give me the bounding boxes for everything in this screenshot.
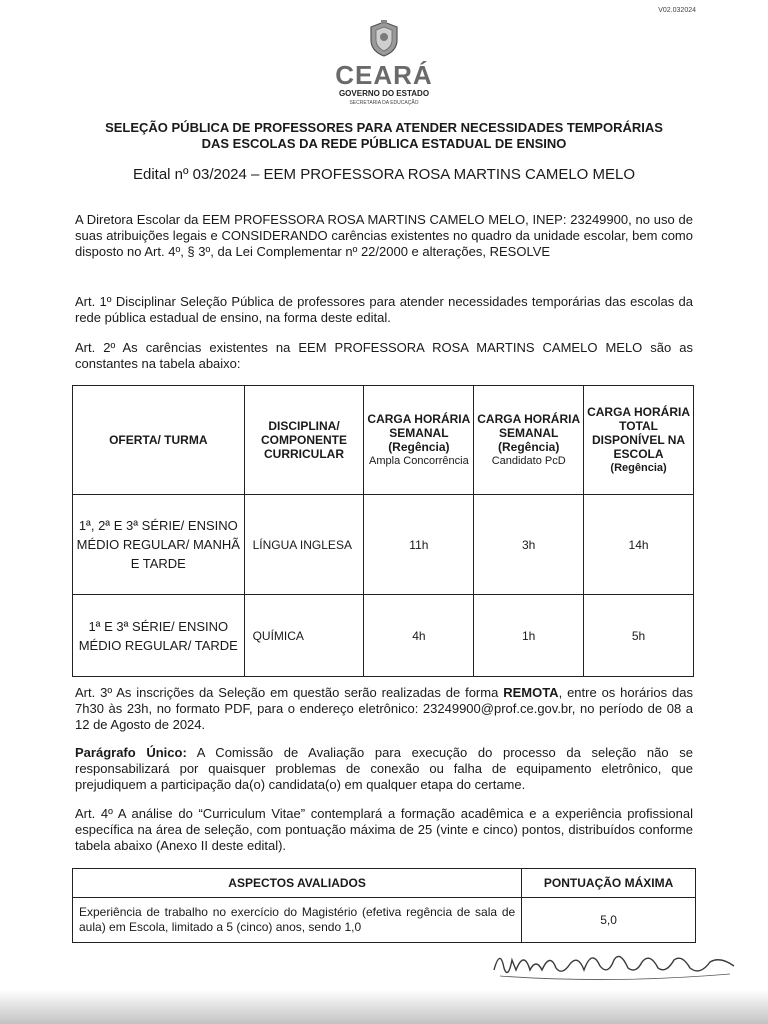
- header-disciplina: DISCIPLINA/ COMPONENTE CURRICULAR: [244, 386, 364, 495]
- row-ampla: 11h: [364, 495, 474, 595]
- article-2: Art. 2º As carências existentes na EEM PROFESSORA ROSA MARTINS CAMELO MELO são as constantes na tabela abaixo:: [75, 340, 693, 371]
- row-ampla: 4h: [364, 595, 474, 677]
- header-aspects: ASPECTOS AVALIADOS: [73, 869, 522, 898]
- header-oferta: OFERTA/ TURMA: [73, 386, 245, 495]
- header-total-sub: (Regência): [610, 462, 667, 474]
- header-total-title: CARGA HORÁRIA TOTAL DISPONÍVEL NA ESCOLA: [587, 405, 690, 461]
- intro-paragraph: A Diretora Escolar da EEM PROFESSORA ROSA MARTINS CAMELO MELO, INEP: 23249900, no uso de suas atribuições legais e CONSIDERANDO carências existentes no quadro da unidade escolar, bem como disposto no Art. 4º, § 3º, da Lei Complementar nº 22/2000 e alterações, RESOLVE: [75, 212, 693, 259]
- sole-paragraph: [75, 745, 693, 793]
- header-ampla-sub: Ampla Concorrência: [369, 455, 469, 467]
- row-oferta: 1ª E 3ª SÉRIE/ ENSINO MÉDIO REGULAR/ TARDE: [73, 595, 245, 677]
- row-oferta: 1ª, 2ª E 3ª SÉRIE/ ENSINO MÉDIO REGULAR/ MANHÃ E TARDE: [73, 495, 245, 595]
- version-code: V02.032024: [658, 7, 696, 14]
- sole-paragraph-text: A Comissão de Avaliação para execução do processo da seleção não se responsabilizará por quaisquer problemas de conexão ou falha de equipamento eletrônico, que prejudiquem a participação da(o) candidata(o) em qualquer etapa do certame.: [75, 745, 693, 792]
- coat-of-arms-icon: [367, 20, 401, 58]
- row-disciplina: LÍNGUA INGLESA: [244, 495, 364, 595]
- evaluation-table: [72, 868, 696, 943]
- aspect-points: 5,0: [522, 898, 696, 943]
- article-3: [75, 685, 693, 733]
- header-max-points: PONTUAÇÃO MÁXIMA: [522, 869, 696, 898]
- table-row: [73, 595, 694, 677]
- header-pcd-title: CARGA HORÁRIA SEMANAL (Regência): [477, 412, 581, 454]
- article-4: Art. 4º A análise do “Curriculum Vitae” contemplará a formação acadêmica e a experiência profissional específica na área de seleção, com pontuação máxima de 25 (vinte e cinco) pontos, distribuídos conforme tabela abaixo (Anexo II deste edital).: [75, 806, 693, 853]
- row-pcd: 1h: [474, 595, 584, 677]
- article-3-text-b: , entre os horários das 7h30 às 23h, no formato PDF, para o endereço eletrônico: 23249900@prof.ce.gov.br, no período de 08 a 12 de Agosto de 2024.: [75, 685, 693, 732]
- logo-government: GOVERNO DO ESTADO: [338, 89, 430, 98]
- article-3-remote: REMOTA: [503, 685, 559, 700]
- header-pcd-sub: Candidato PcD: [491, 455, 566, 467]
- row-disciplina: QUÍMICA: [244, 595, 364, 677]
- vacancies-table: [72, 385, 694, 677]
- article-3-text-a: Art. 3º As inscrições da Seleção em questão serão realizadas de forma: [75, 685, 504, 700]
- row-total: 5h: [584, 595, 694, 677]
- logo-name: CEARÁ: [335, 60, 433, 90]
- header-pcd: [474, 386, 584, 495]
- handwritten-signature: [490, 940, 740, 985]
- table-row: [73, 495, 694, 595]
- title-line-1: SELEÇÃO PÚBLICA DE PROFESSORES PARA ATENDER NECESSIDADES TEMPORÁRIAS: [105, 120, 663, 135]
- aspect-text: Experiência de trabalho no exercício do Magistério (efetiva regência de sala de aula) em Escola, limitado a 5 (cinco) anos, sendo 1,0: [73, 898, 522, 943]
- government-logo: [0, 20, 768, 108]
- header-ampla: [364, 386, 474, 495]
- evaluation-header-row: [73, 869, 696, 898]
- article-1: Art. 1º Disciplinar Seleção Pública de professores para atender necessidades temporárias das escolas da rede pública estadual de ensino, na forma deste edital.: [75, 294, 693, 325]
- table-row: [73, 898, 696, 943]
- header-ampla-title: CARGA HORÁRIA SEMANAL (Regência): [367, 412, 471, 454]
- table-header-row: [73, 386, 694, 495]
- scan-shadow: [0, 990, 768, 1024]
- sole-paragraph-label: Parágrafo Único:: [75, 745, 187, 760]
- row-total: 14h: [584, 495, 694, 595]
- logo-secretariat: SECRETARIA DA EDUCAÇÃO: [349, 100, 419, 106]
- title-line-2: DAS ESCOLAS DA REDE PÚBLICA ESTADUAL DE ENSINO: [201, 136, 567, 151]
- edital-number: Edital nº 03/2024 – EEM PROFESSORA ROSA MARTINS CAMELO MELO: [132, 166, 636, 183]
- row-pcd: 3h: [474, 495, 584, 595]
- header-total: [584, 386, 694, 495]
- document-title: [60, 120, 708, 152]
